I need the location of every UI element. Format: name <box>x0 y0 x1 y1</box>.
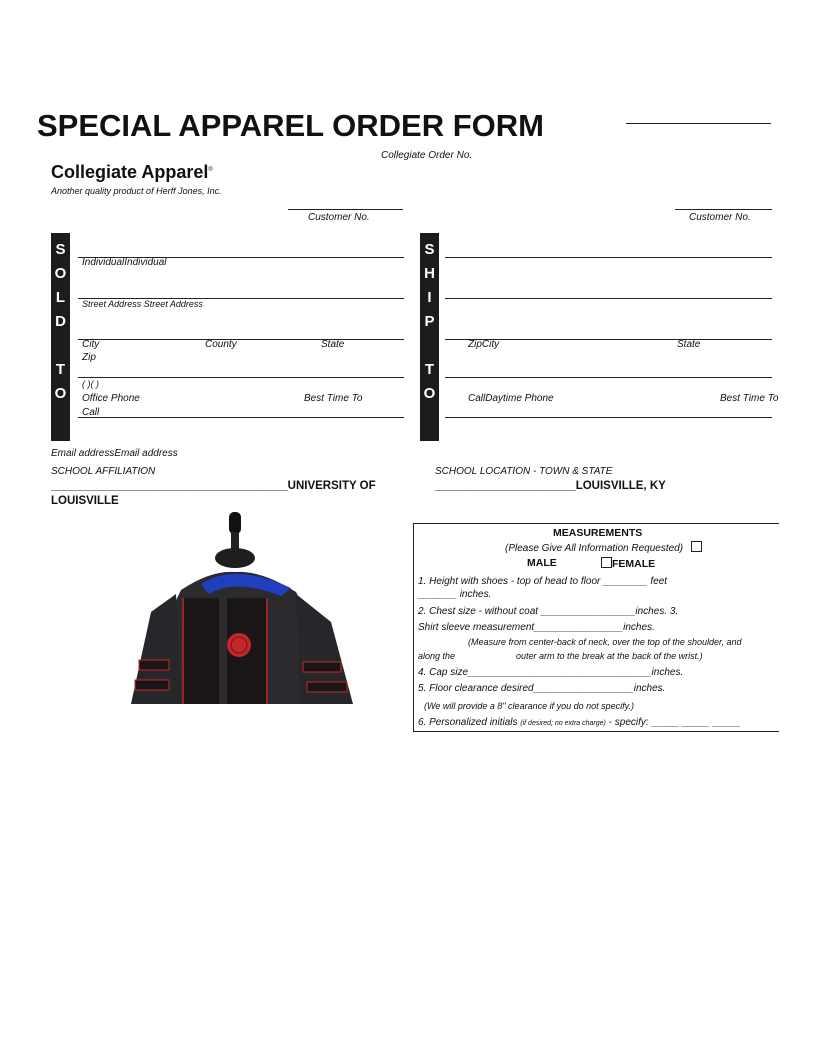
ship-letter-s: S <box>424 241 435 258</box>
measure-item-3-note-2b: outer arm to the break at the back of the wrist.) <box>516 651 703 661</box>
measurements-heading: MEASUREMENTS <box>553 527 643 539</box>
customer-no-line-right[interactable] <box>675 209 772 210</box>
measure-item-5-note: (We will provide a 8" clearance if you do not specify.) <box>424 701 634 711</box>
ship-zipcity-label: ZipCity <box>468 339 500 350</box>
ship-call-daytime-label: CallDaytime Phone <box>468 393 554 404</box>
customer-no-label-left: Customer No. <box>308 212 370 223</box>
brand-name: Collegiate Apparel® <box>51 162 213 182</box>
measure-item-3-note-2a: along the <box>418 651 456 661</box>
request-checkbox[interactable] <box>691 541 702 552</box>
ship-letter-i: I <box>427 289 432 306</box>
sold-city-line[interactable] <box>78 339 404 340</box>
ship-state-label: State <box>677 339 701 350</box>
ship-letter-p: P <box>424 313 435 330</box>
sold-letter-s: S <box>55 241 66 258</box>
sold-letter-o: O <box>54 265 67 282</box>
ship-phone-line[interactable] <box>445 377 772 378</box>
sold-phone-parens: ( )( ) <box>82 379 99 389</box>
form-title: SPECIAL APPAREL ORDER FORM <box>37 108 544 143</box>
sold-letter-o2: O <box>54 385 67 402</box>
female-checkbox[interactable] <box>601 557 612 568</box>
sold-call-label: Call <box>82 407 100 418</box>
customer-no-line-left[interactable] <box>288 209 403 210</box>
customer-no-label-right: Customer No. <box>689 212 751 223</box>
school-location-value[interactable]: ______________________LOUISVILLE, KY <box>435 480 666 492</box>
sold-state-label: State <box>321 339 345 350</box>
school-location-label: SCHOOL LOCATION - TOWN & STATE <box>435 466 613 477</box>
school-affiliation-label: SCHOOL AFFILIATION <box>51 466 156 477</box>
ship-street-line[interactable] <box>445 298 772 299</box>
sold-bottom-line[interactable] <box>78 417 404 418</box>
sold-office-phone-label: Office Phone <box>82 393 140 404</box>
sold-individual-label: IndividualIndividual <box>82 257 167 268</box>
order-no-label: Collegiate Order No. <box>381 150 473 161</box>
ship-individual-line[interactable] <box>445 257 772 258</box>
ship-best-time-label: Best Time To <box>720 393 779 404</box>
measure-item-4[interactable]: 4. Cap size_________________________________inches. <box>418 667 684 678</box>
measure-item-6[interactable]: 6. Personalized initials (if desired; no extra charge) - specify: _____ _____ _____ <box>418 717 741 728</box>
female-option[interactable]: FEMALE <box>601 557 655 570</box>
measure-item-2[interactable]: 2. Chest size - without coat _________________inches. 3. <box>418 606 679 617</box>
sold-phone-line[interactable] <box>78 377 404 378</box>
email-label: Email addressEmail address <box>51 448 178 459</box>
sold-letter-l: L <box>55 289 66 306</box>
sold-zip-label: Zip <box>82 352 96 363</box>
ship-to-bar <box>420 233 439 441</box>
academic-gown-image <box>131 512 353 704</box>
male-option[interactable]: MALE <box>527 557 557 569</box>
sold-best-time-label: Best Time To <box>304 393 363 404</box>
order-no-line[interactable] <box>626 123 771 124</box>
measure-item-5[interactable]: 5. Floor clearance desired__________________inches. <box>418 683 666 694</box>
ship-letter-h: H <box>424 265 435 282</box>
measure-item-1b[interactable]: _______ inches. <box>418 589 492 600</box>
ship-letter-t: T <box>424 361 435 378</box>
ship-bottom-line[interactable] <box>445 417 772 418</box>
ship-letter-o: O <box>423 385 436 402</box>
sold-street-label: Street Address Street Address <box>82 299 203 309</box>
sold-county-label: County <box>205 339 237 350</box>
measure-item-1[interactable]: 1. Height with shoes - top of head to floor ________ feet <box>418 576 668 587</box>
sold-city-label: City <box>82 339 100 350</box>
sold-to-bar <box>51 233 70 441</box>
school-affiliation-value-2: LOUISVILLE <box>51 495 119 507</box>
sold-letter-d: D <box>55 313 66 330</box>
measure-item-3-note-1: (Measure from center-back of neck, over the top of the shoulder, and <box>468 637 742 647</box>
measure-item-3[interactable]: Shirt sleeve measurement________________inches. <box>418 622 655 633</box>
measurements-request: (Please Give All Information Requested) <box>505 541 702 554</box>
sold-letter-t: T <box>55 361 66 378</box>
brand-tagline: Another quality product of Herff Jones, Inc. <box>51 186 222 196</box>
school-affiliation-value[interactable]: _____________________________________UNIVERSITY OF <box>51 480 376 492</box>
